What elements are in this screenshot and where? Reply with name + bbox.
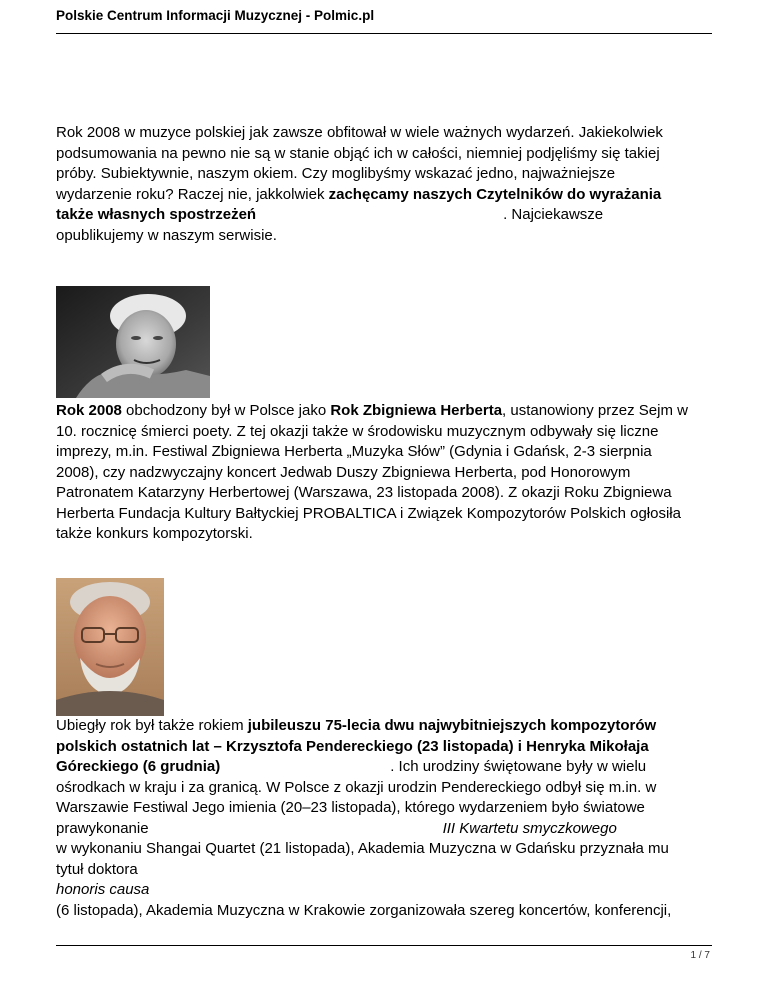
jubilee-line: ośrodkach w kraju i za granicą. W Polsce z okazji urodzin Pendereckiego odbył się m.in. w bbox=[56, 778, 657, 796]
intro-line bbox=[56, 185, 716, 206]
jubilee-paragraph bbox=[56, 716, 716, 921]
herbert-photo bbox=[56, 286, 210, 398]
jubilee-text: . Ich urodziny świętowane były w wielu bbox=[390, 758, 647, 775]
honoris-causa-text: honoris causa bbox=[56, 881, 150, 898]
jubilee-link[interactable]: jubileuszu 75-lecia dwu najwybitniejszych kompozytorów bbox=[247, 717, 657, 734]
herbert-line: Herberta Fundacja Kultury Bałtyckiej PROBALTICA i Związek Kompozytorów Polskich ogłosiła bbox=[56, 504, 681, 522]
herbert-line: imprezy, m.in. Festiwal Zbigniewa Herberta „Muzyka Słów” (Gdynia i Gdańsk, 2-3 sierpnia bbox=[56, 443, 652, 460]
jubilee-line: w wykonaniu Shangai Quartet (21 listopada), Akademia Muzyczna w Gdańsku przyznała mu bbox=[56, 840, 669, 857]
herbert-line: także konkurs kompozytorski. bbox=[56, 525, 253, 542]
intro-line: Rok 2008 w muzyce polskiej jak zawsze obfitował w wiele ważnych wydarzeń. Jakiekolwiek bbox=[56, 124, 663, 141]
page-number: 1 / 7 bbox=[690, 950, 710, 961]
jubilee-line: (6 listopada), Akademia Muzyczna w Krakowie zorganizowała szereg koncertów, konferencji, bbox=[56, 901, 672, 919]
jubilee-line bbox=[56, 757, 716, 778]
intro-line: podsumowania na pewno nie są w stanie objąć ich w całości, niemniej podjęliśmy się takiej bbox=[56, 144, 660, 162]
herbert-line: 2008), czy nadzwyczajny koncert Jedwab Duszy Zbigniewa Herberta, pod Honorowym bbox=[56, 463, 631, 481]
footer-divider bbox=[56, 945, 712, 946]
intro-line: opublikujemy w naszym serwisie. bbox=[56, 226, 277, 244]
herbert-photo-image bbox=[56, 286, 210, 398]
readers-invite-link-cont[interactable]: także własnych spostrzeżeń bbox=[56, 206, 257, 223]
readers-invite-link[interactable]: zachęcamy naszych Czytelników do wyrażania bbox=[328, 185, 662, 203]
jubilee-line: tytuł doktora bbox=[56, 860, 138, 878]
intro-paragraph bbox=[56, 123, 716, 246]
header-divider bbox=[56, 33, 712, 34]
herbert-line: Patronatem Katarzyny Herbertowej (Warszawa, 23 listopada 2008). Z okazji Roku Zbigniewa bbox=[56, 484, 672, 501]
intro-line bbox=[56, 205, 716, 226]
jubilee-text: Ubiegły rok był także rokiem bbox=[56, 717, 248, 734]
page-header-title: Polskie Centrum Informacji Muzycznej - Polmic.pl bbox=[56, 8, 375, 23]
quartet-title: III Kwartetu smyczkowego bbox=[442, 819, 617, 837]
jubilee-line bbox=[56, 880, 716, 901]
intro-line: próby. Subiektywnie, naszym okiem. Czy moglibyśmy wskazać jedno, najważniejsze bbox=[56, 165, 616, 182]
herbert-line: 10. rocznicę śmierci poety. Z tej okazji także w środowisku muzycznym odbywały się liczne bbox=[56, 422, 659, 440]
jubilee-line: Warszawie Festiwal Jego imienia (20–23 listopada), którego wydarzeniem było światowe bbox=[56, 799, 645, 816]
year-highlight: Rok 2008 bbox=[56, 402, 122, 419]
herbert-line bbox=[56, 401, 716, 422]
herbert-year-link[interactable]: Rok Zbigniewa Herberta bbox=[330, 402, 503, 419]
jubilee-line bbox=[56, 737, 716, 758]
jubilee-line bbox=[56, 716, 716, 737]
jubilee-line bbox=[56, 819, 716, 840]
penderecki-photo-image bbox=[56, 578, 164, 716]
penderecki-photo bbox=[56, 578, 164, 716]
intro-text: . Najciekawsze bbox=[503, 206, 604, 223]
herbert-text: obchodzony był w Polsce jako bbox=[121, 402, 331, 419]
jubilee-link-cont[interactable]: Góreckiego (6 grudnia) bbox=[56, 758, 221, 775]
jubilee-link-cont[interactable]: polskich ostatnich lat – Krzysztofa Pendereckiego (23 listopada) i Henryka Mikołaja bbox=[56, 737, 649, 755]
jubilee-text: prawykonanie bbox=[56, 819, 149, 837]
herbert-text: , ustanowiony przez Sejm w bbox=[502, 402, 688, 419]
herbert-paragraph bbox=[56, 401, 716, 545]
intro-text: wydarzenie roku? Raczej nie, jakkolwiek bbox=[56, 185, 329, 203]
